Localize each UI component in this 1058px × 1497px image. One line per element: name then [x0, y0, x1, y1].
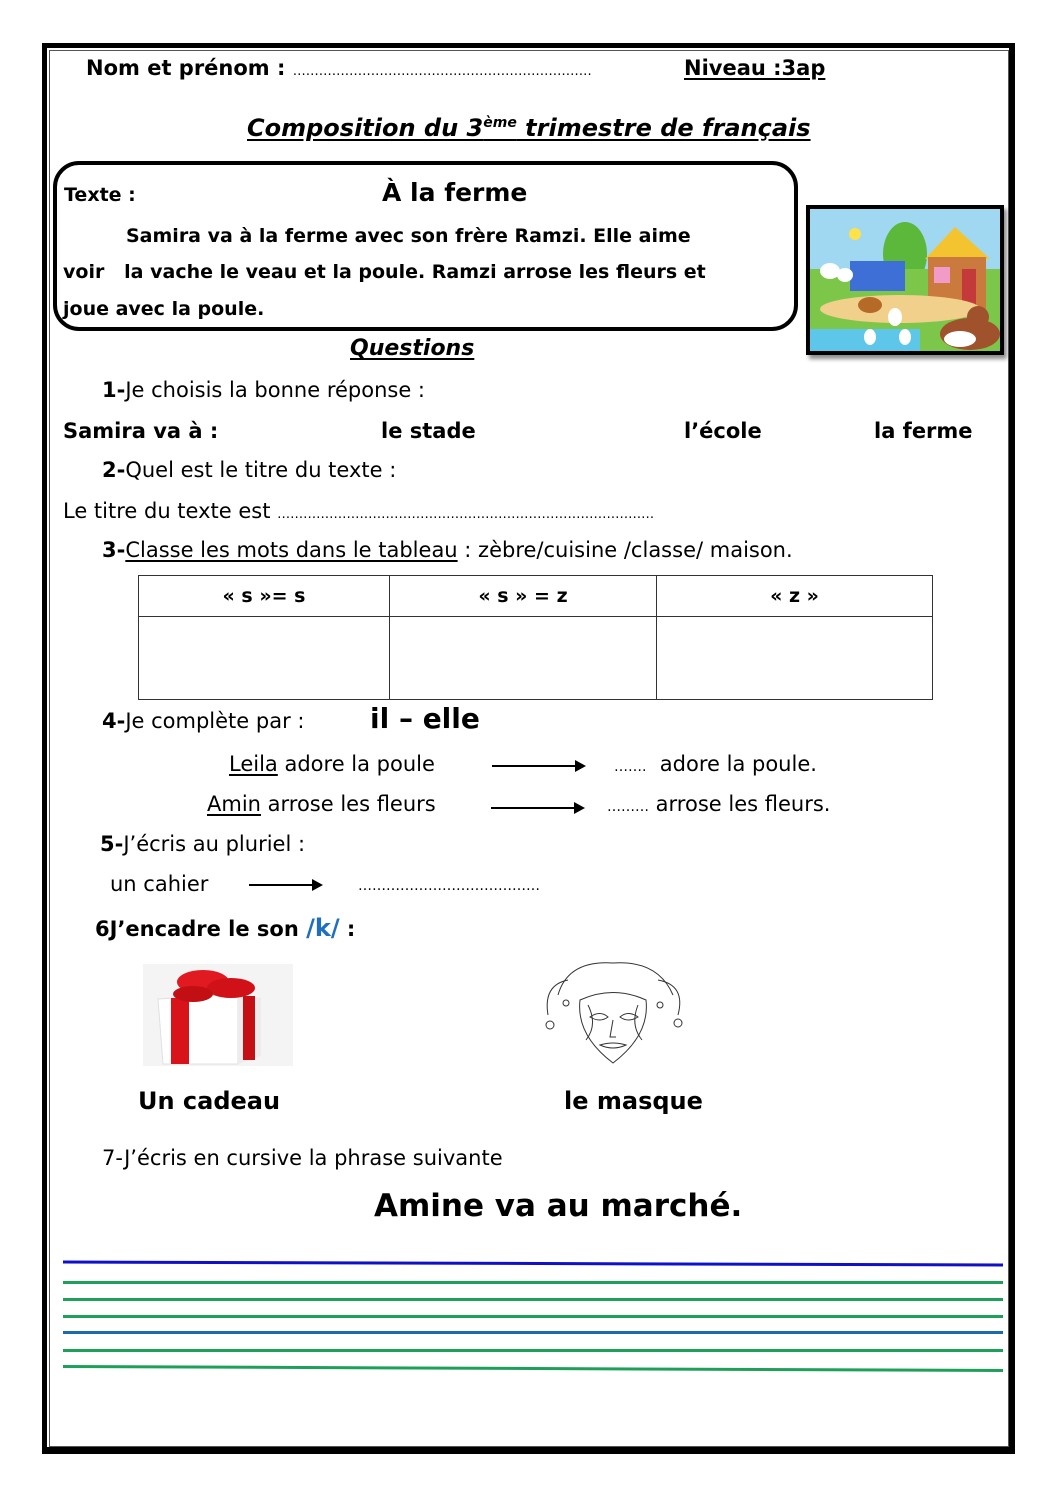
- subject-leila: Leila: [229, 752, 278, 776]
- completion-leila-rest: adore la poule.: [646, 752, 817, 776]
- level-label: Niveau :3ap: [684, 56, 826, 80]
- name-blank[interactable]: ……………………………………………………………: [292, 64, 592, 79]
- singular-word: un cahier: [110, 872, 209, 896]
- question-2-answer: [63, 499, 654, 523]
- table-header-row: [139, 576, 933, 617]
- question-3-words: : zèbre/cuisine /classe/ maison.: [457, 538, 793, 562]
- question-1-number: 1-: [102, 378, 126, 402]
- sentence-leila-rest: adore la poule: [277, 752, 435, 776]
- farm-illustration-image: [806, 205, 1004, 355]
- question-5-text: J’écris au pluriel :: [123, 832, 306, 856]
- page-title: [247, 114, 811, 142]
- title-answer-blank[interactable]: ……………………………………………………………………………: [277, 507, 655, 522]
- gift-icon: [143, 964, 293, 1066]
- question-6-colon: :: [339, 917, 356, 941]
- question-1-prompt: Samira va à :: [63, 419, 219, 443]
- completion-amin-rest: arrose les fleurs.: [649, 792, 831, 816]
- arrow-right-icon: [491, 807, 583, 809]
- question-3-instruction: Classe les mots dans le tableau: [125, 538, 458, 562]
- sentence-amin-rest: arrose les fleurs: [260, 792, 436, 816]
- gift-box-image: [143, 964, 293, 1066]
- title-superscript: ème: [483, 115, 517, 131]
- question-6-number: 6: [95, 917, 110, 941]
- question-1: [102, 378, 425, 402]
- writing-line-green: [63, 1349, 1003, 1352]
- arrow-right-icon: [249, 884, 321, 886]
- option-l-ecole[interactable]: l’école: [684, 419, 762, 443]
- text-label: Texte :: [64, 184, 136, 206]
- pronoun-blank-2[interactable]: ………: [607, 799, 649, 815]
- question-4: [102, 709, 304, 733]
- writing-line-green: [63, 1281, 1003, 1284]
- name-label: Nom et prénom :: [86, 56, 286, 80]
- model-sentence: Amine va au marché.: [374, 1188, 743, 1224]
- arrow-right-icon: [492, 765, 584, 767]
- column-s-equals-z: « s » = z: [390, 576, 657, 617]
- mask-icon: [538, 955, 688, 1067]
- story-line-3: joue avec la poule.: [63, 298, 265, 320]
- question-3: [102, 538, 793, 562]
- column-s-equals-s: « s »= s: [139, 576, 390, 617]
- question-6: [95, 914, 355, 942]
- writing-line-blue: [63, 1331, 1003, 1334]
- story-title: À la ferme: [382, 178, 528, 207]
- name-field: [86, 56, 592, 80]
- classification-table: [138, 575, 933, 700]
- story-line-2: voir la vache le veau et la poule. Ramzi arrose les fleurs et: [63, 261, 706, 283]
- writing-line-green: [63, 1298, 1003, 1301]
- question-5: [100, 832, 305, 856]
- title-suffix: trimestre de français: [516, 114, 811, 142]
- question-2: [102, 458, 396, 482]
- answer-cell-z[interactable]: [657, 617, 933, 700]
- sound-k: /k/: [306, 914, 340, 942]
- pronoun-choices: il – elle: [370, 702, 480, 735]
- pronoun-blank-1[interactable]: …….: [614, 759, 647, 775]
- column-z: « z »: [657, 576, 933, 617]
- question-6-text: J’encadre le son: [109, 917, 307, 941]
- answer-cell-s-s[interactable]: [139, 617, 390, 700]
- sentence-amin: [207, 792, 436, 816]
- question-7: 7-J’écris en cursive la phrase suivante: [102, 1146, 503, 1170]
- question-3-number: 3-: [102, 538, 126, 562]
- farm-illustration-icon: [810, 209, 1000, 351]
- question-1-text: Je choisis la bonne réponse :: [125, 378, 426, 402]
- table-row: [139, 617, 933, 700]
- question-2-text: Quel est le titre du texte :: [125, 458, 397, 482]
- title-prefix: Composition du 3: [247, 114, 484, 142]
- story-line-1: Samira va à la ferme avec son frère Ramzi. Elle aime: [126, 225, 691, 247]
- answer-cell-s-z[interactable]: [390, 617, 657, 700]
- answer-prefix: Le titre du texte est: [63, 499, 271, 523]
- item-un-cadeau[interactable]: Un cadeau: [138, 1087, 281, 1115]
- jester-mask-image: [538, 955, 688, 1067]
- completion-amin: [607, 792, 830, 816]
- option-le-stade[interactable]: le stade: [381, 419, 476, 443]
- subject-amin: Amin: [207, 792, 261, 816]
- option-la-ferme[interactable]: la ferme: [874, 419, 973, 443]
- completion-leila: [614, 752, 817, 776]
- sentence-leila: [229, 752, 435, 776]
- item-le-masque[interactable]: le masque: [564, 1087, 703, 1115]
- plural-blank[interactable]: …………………………………: [358, 878, 540, 894]
- question-2-number: 2-: [102, 458, 126, 482]
- question-4-text: Je complète par :: [125, 709, 305, 733]
- question-5-number: 5-: [100, 832, 124, 856]
- question-4-number: 4-: [102, 709, 126, 733]
- writing-line-green: [63, 1315, 1003, 1318]
- questions-heading: Questions: [350, 336, 475, 361]
